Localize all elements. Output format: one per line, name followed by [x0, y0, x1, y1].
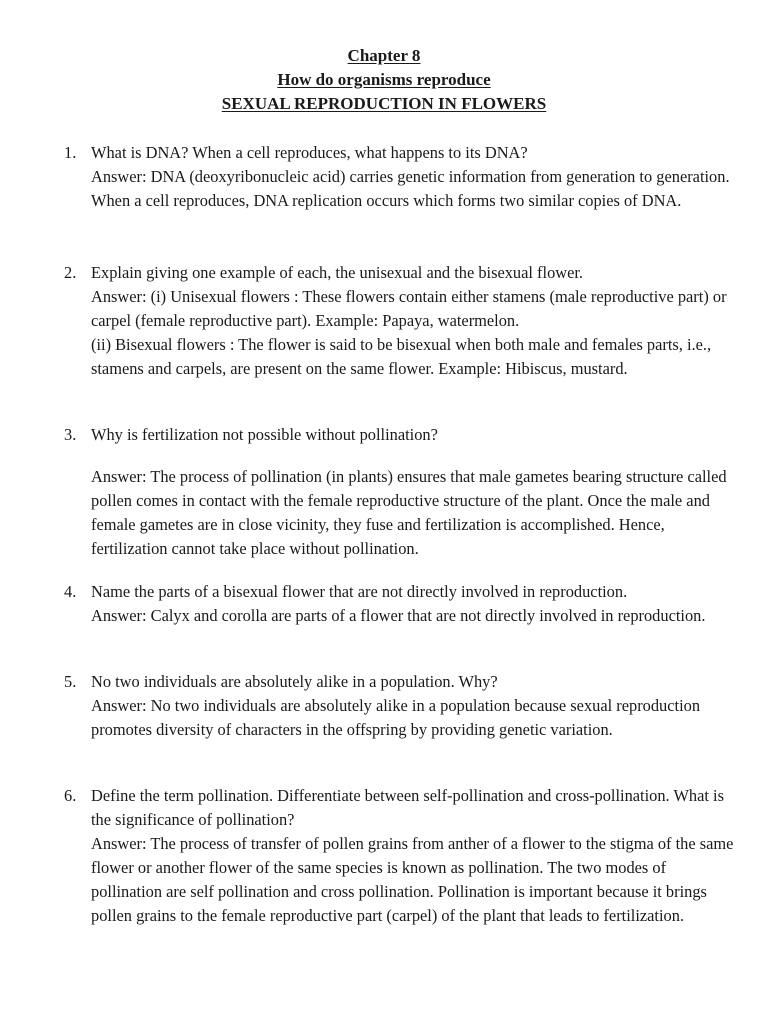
- answer-text-continued: (ii) Bisexual flowers : The flower is said to be bisexual when both male and females parts, i.e., stamens and carpels, are present on the same flower. Example: Hibiscus, mustard.: [91, 335, 712, 378]
- question-text: No two individuals are absolutely alike in a population. Why?: [91, 672, 498, 691]
- question-item-2: [64, 261, 734, 381]
- chapter-label: Chapter 8: [347, 46, 421, 65]
- page-header: [0, 44, 768, 116]
- question-number: 6.: [64, 786, 77, 805]
- answer-text: Answer: DNA (deoxyribonucleic acid) carries genetic information from generation to generation. When a cell reproduces, DNA replication occurs which forms two similar copies of DNA.: [91, 167, 730, 210]
- question-number: 4.: [64, 582, 77, 601]
- question-item-3: [64, 423, 734, 561]
- question-text: Name the parts of a bisexual flower that are not directly involved in reproduction.: [91, 582, 628, 601]
- question-number: 3.: [64, 425, 77, 444]
- chapter-title: How do organisms reproduce: [277, 70, 491, 89]
- question-number: 1.: [64, 143, 77, 162]
- answer-text: Answer: Calyx and corolla are parts of a flower that are not directly involved in reproduction.: [91, 606, 706, 625]
- question-item-4: [64, 580, 734, 628]
- question-text: Define the term pollination. Differentiate between self-pollination and cross-pollination. What is the significance of pollination?: [91, 786, 724, 829]
- answer-text: Answer: No two individuals are absolutely alike in a population because sexual reproduction promotes diversity of characters in the offspring by providing genetic variation.: [91, 696, 701, 739]
- question-item-1: [64, 141, 734, 213]
- question-text: Why is fertilization not possible without pollination?: [91, 425, 438, 444]
- question-number: 5.: [64, 672, 77, 691]
- answer-text: Answer: The process of pollination (in plants) ensures that male gametes bearing structure called pollen comes in contact with the female reproductive structure of the plant. Once the male and female gametes are in close vicinity, they fuse and fertilization is accomplished. Hence, fertilization cannot take place without pollination.: [91, 467, 727, 558]
- question-item-6: [64, 784, 734, 928]
- answer-text: Answer: (i) Unisexual flowers : These flowers contain either stamens (male reproductive part) or carpel (female reproductive part). Example: Papaya, watermelon.: [91, 287, 727, 330]
- section-title: SEXUAL REPRODUCTION IN FLOWERS: [221, 94, 547, 113]
- question-number: 2.: [64, 263, 77, 282]
- question-item-5: [64, 670, 734, 742]
- question-text: What is DNA? When a cell reproduces, what happens to its DNA?: [91, 143, 528, 162]
- answer-text: Answer: The process of transfer of pollen grains from anther of a flower to the stigma of the same flower or another flower of the same species is known as pollination. The two modes of pollination are self pollination and cross pollination. Pollination is important because it brings pollen grains to the female reproductive part (carpel) of the plant that leads to fertilization.: [91, 834, 734, 925]
- question-text: Explain giving one example of each, the unisexual and the bisexual flower.: [91, 263, 584, 282]
